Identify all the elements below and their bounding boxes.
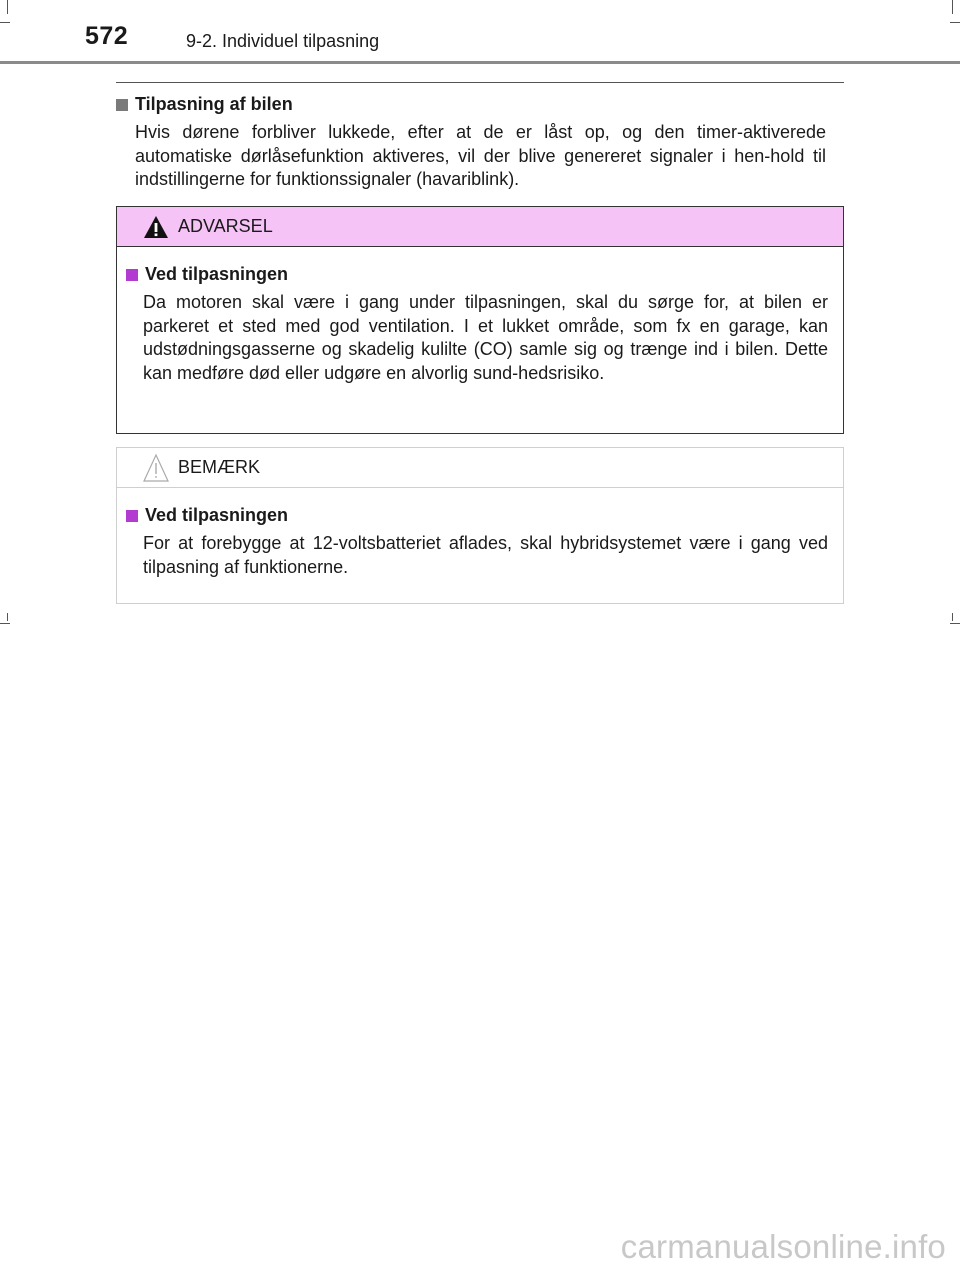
notice-box bbox=[116, 447, 844, 604]
crop-mark bbox=[0, 623, 10, 624]
warning-box bbox=[116, 206, 844, 434]
page-header bbox=[0, 0, 960, 60]
header-rule bbox=[0, 61, 960, 64]
gray-square-bullet-icon bbox=[116, 99, 128, 111]
warning-box-label: ADVARSEL bbox=[178, 216, 273, 236]
section-title: 9-2. Individuel tilpasning bbox=[186, 31, 380, 51]
purple-square-bullet-icon bbox=[126, 510, 138, 522]
warning-item-text: Da motoren skal være i gang under tilpasningen, skal du sørge for, at bilen er parkeret et sted med god ventilation. I et lukket område, som fx en garage, kan udstødningsgasserne og skadelig kulilte (CO) samle sig og trænge ind i bilen. Dette kan medføre død eller udgøre en alvorlig sund-hedsrisiko. bbox=[143, 292, 828, 383]
crop-mark bbox=[7, 613, 8, 621]
warning-item-title: Ved tilpasningen bbox=[145, 264, 289, 284]
notice-item-text: For at forebygge at 12-voltsbatteriet aflades, skal hybridsystemet være i gang ved tilpasning af funktionerne. bbox=[143, 533, 828, 577]
warning-item-heading bbox=[126, 264, 288, 285]
notice-box-header bbox=[117, 448, 843, 488]
notice-box-label: BEMÆRK bbox=[178, 457, 261, 477]
notice-item-heading bbox=[126, 505, 288, 526]
purple-square-bullet-icon bbox=[126, 269, 138, 281]
main-item-title: Tilpasning af bilen bbox=[135, 94, 293, 114]
notice-item-title: Ved tilpasningen bbox=[145, 505, 289, 525]
warning-triangle-outline-icon bbox=[143, 453, 169, 483]
main-item-heading bbox=[116, 94, 293, 115]
content-rule bbox=[116, 82, 844, 83]
main-item-text: Hvis dørene forbliver lukkede, efter at de er låst op, og den timer-aktiverede automatiske dørlåsefunktion aktiveres, vil der blive genereret signaler i hen-hold til indstillingerne for funktionssignaler (havariblink). bbox=[135, 122, 826, 189]
warning-triangle-filled-icon bbox=[143, 215, 169, 239]
page-number: 572 bbox=[85, 22, 129, 50]
watermark: carmanualsonline.info bbox=[620, 1228, 946, 1265]
warning-box-header bbox=[117, 207, 843, 247]
crop-mark bbox=[952, 613, 953, 621]
crop-mark bbox=[950, 623, 960, 624]
